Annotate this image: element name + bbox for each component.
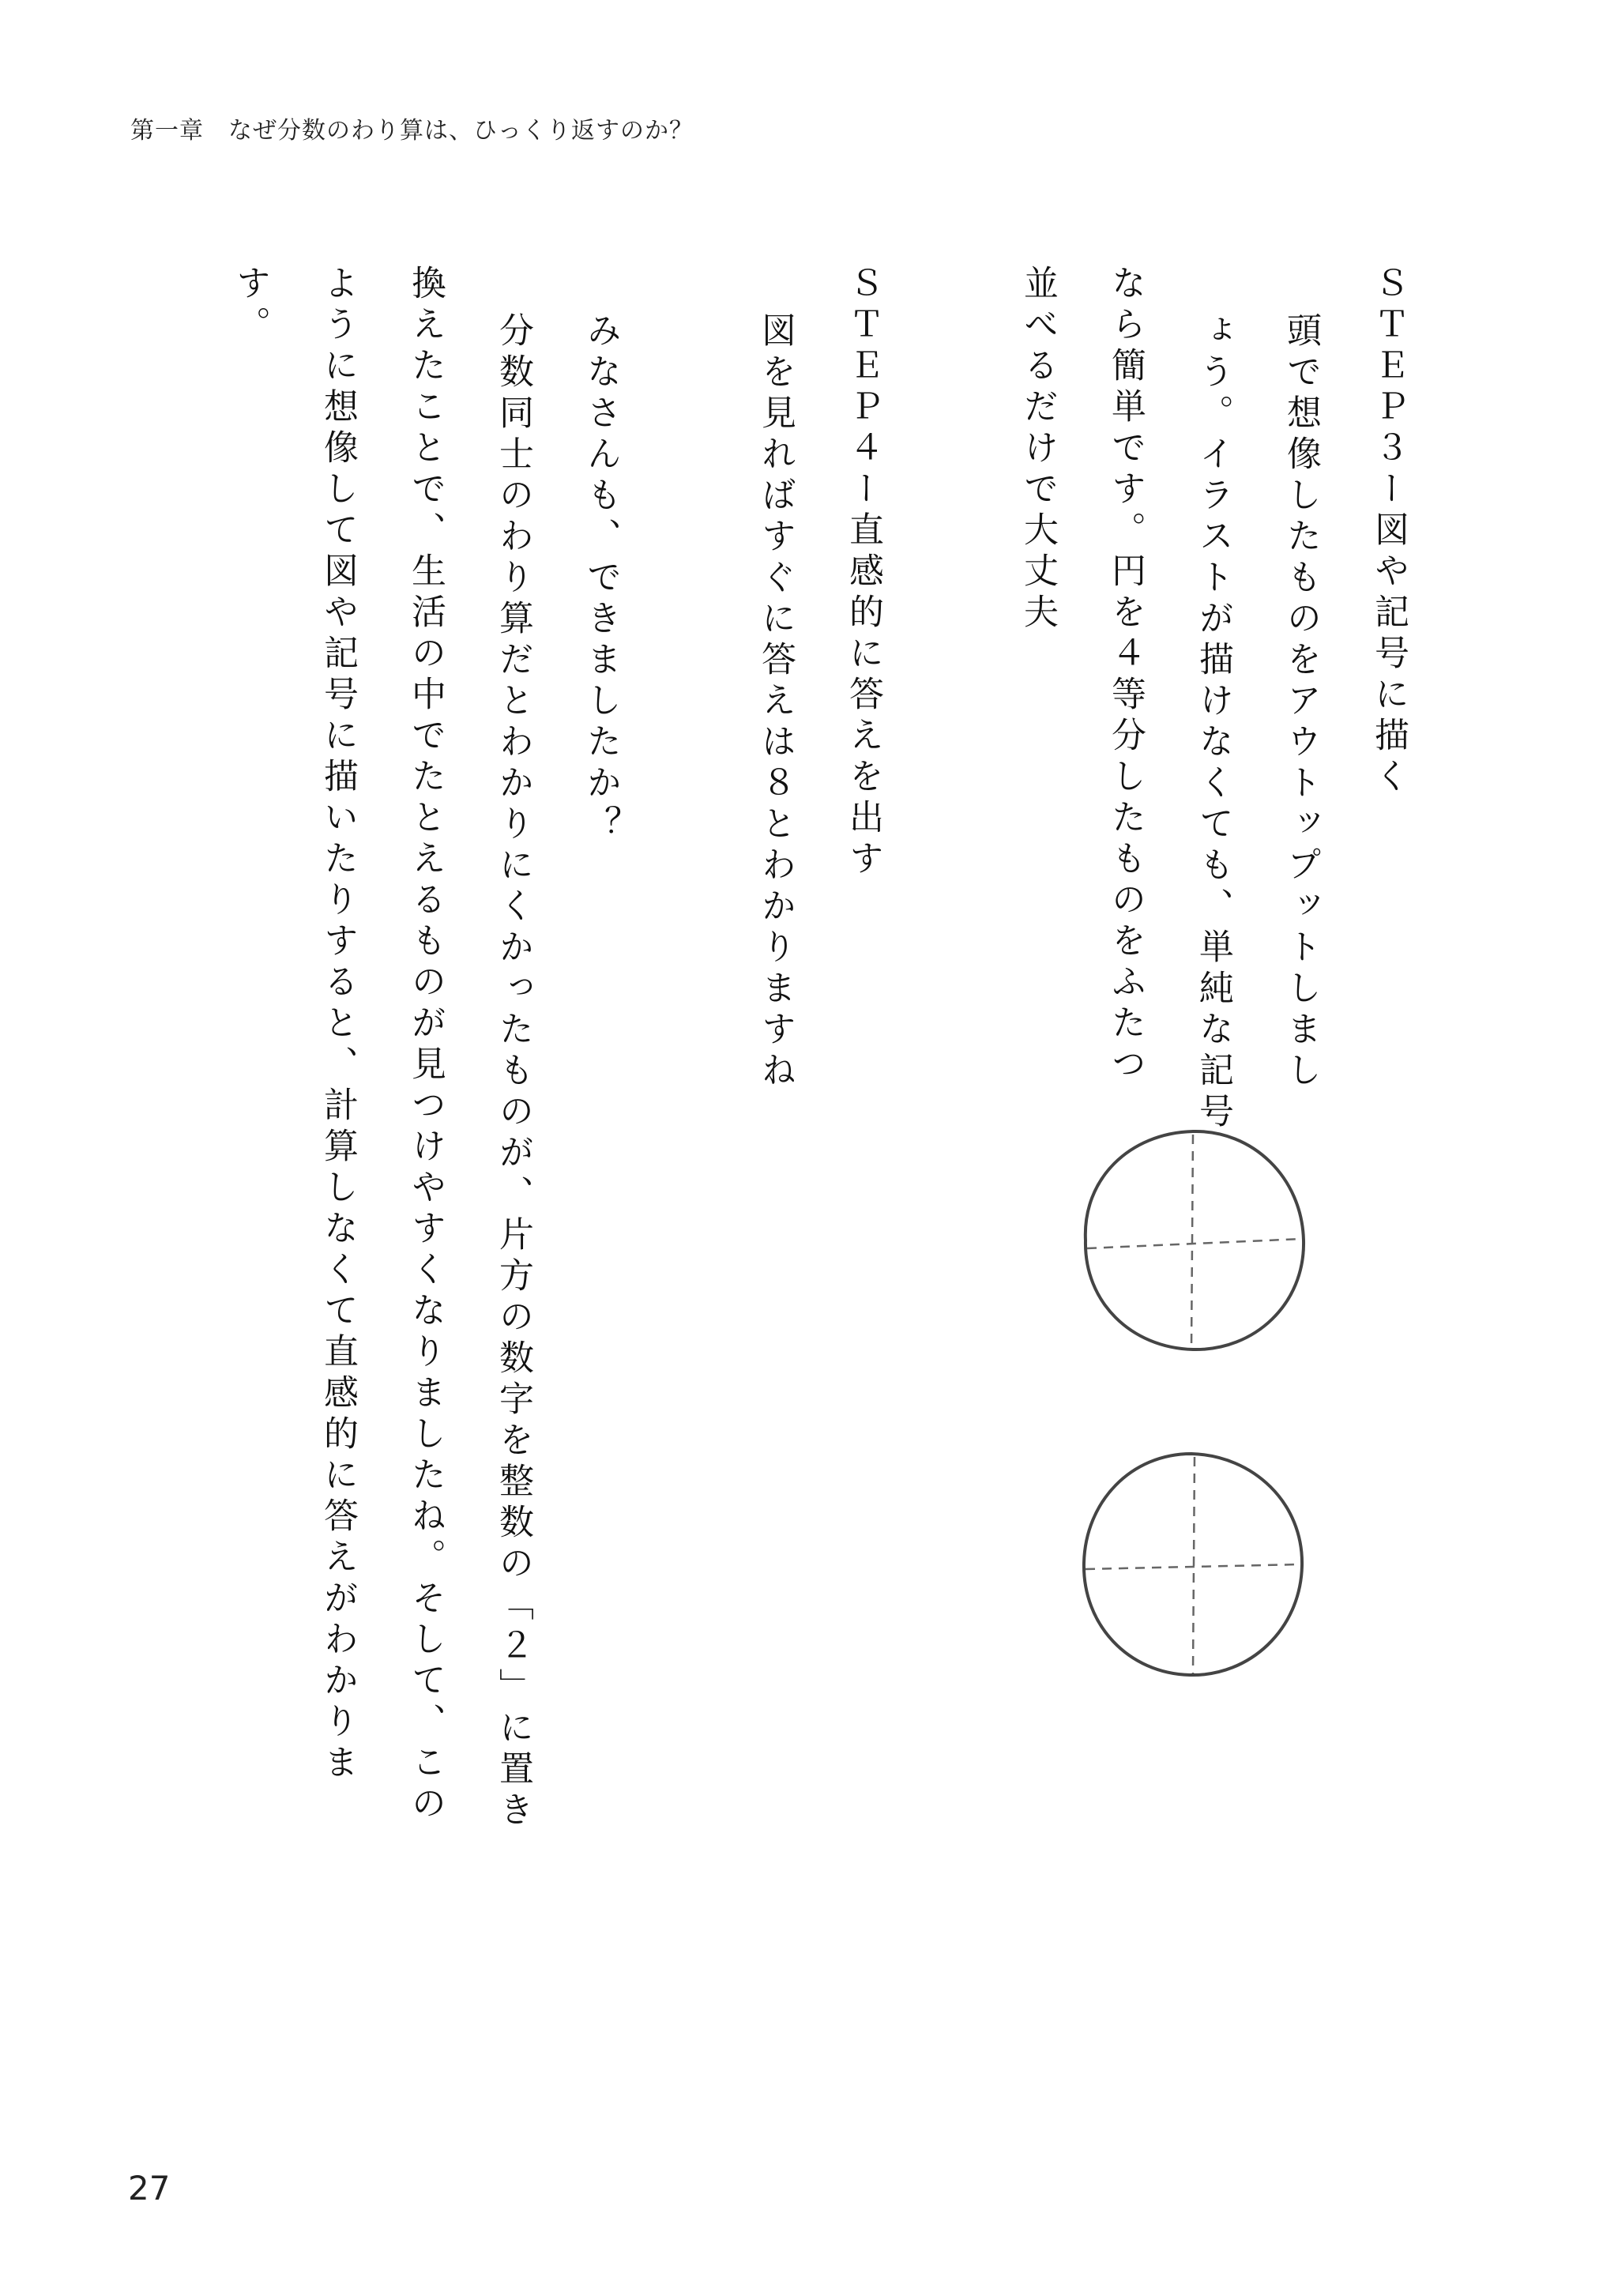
- closing-line-4: ように想像して図や記号に描いたりすると、計算しなくて直感的に答えがわかりま: [318, 265, 358, 1785]
- step3-line-1: 頭で想像したものをアウトップットしまし: [1281, 312, 1321, 1093]
- quartered-circle-1: [1074, 1122, 1311, 1359]
- closing-line-3: 換えたことで、生活の中でたとえるものが見つけやすくなりましたね。そして、この: [405, 265, 446, 1826]
- quartered-circle-2: [1074, 1446, 1311, 1683]
- step4-heading: ＳＴＥＰ４ー直感的に答えを出す: [843, 265, 883, 881]
- step4-line-1: 図を見ればすぐに答えは８とわかりますね: [755, 312, 796, 1093]
- step3-line-2: ょう。イラストが描けなくても、単純な記号: [1193, 312, 1233, 1134]
- step3-heading: ＳＴＥＰ３ー図や記号に描く: [1368, 265, 1409, 799]
- closing-line-1: みなさんも、できましたか？: [581, 312, 621, 846]
- closing-line-5: す。: [230, 265, 270, 347]
- step3-line-4: 並べるだけで大丈夫: [1018, 265, 1058, 634]
- page-number: 27: [128, 2169, 171, 2208]
- quartered-circles-figure: [1074, 1122, 1311, 1722]
- step3-line-3: なら簡単です。円を４等分したものをふたつ: [1105, 265, 1146, 1086]
- closing-line-2: 分数同士のわり算だとわかりにくかったものが、片方の数字を整数の「２」に置き: [493, 312, 533, 1832]
- running-header: 第一章 なぜ分数のわり算は、ひっくり返すのか？: [130, 117, 694, 145]
